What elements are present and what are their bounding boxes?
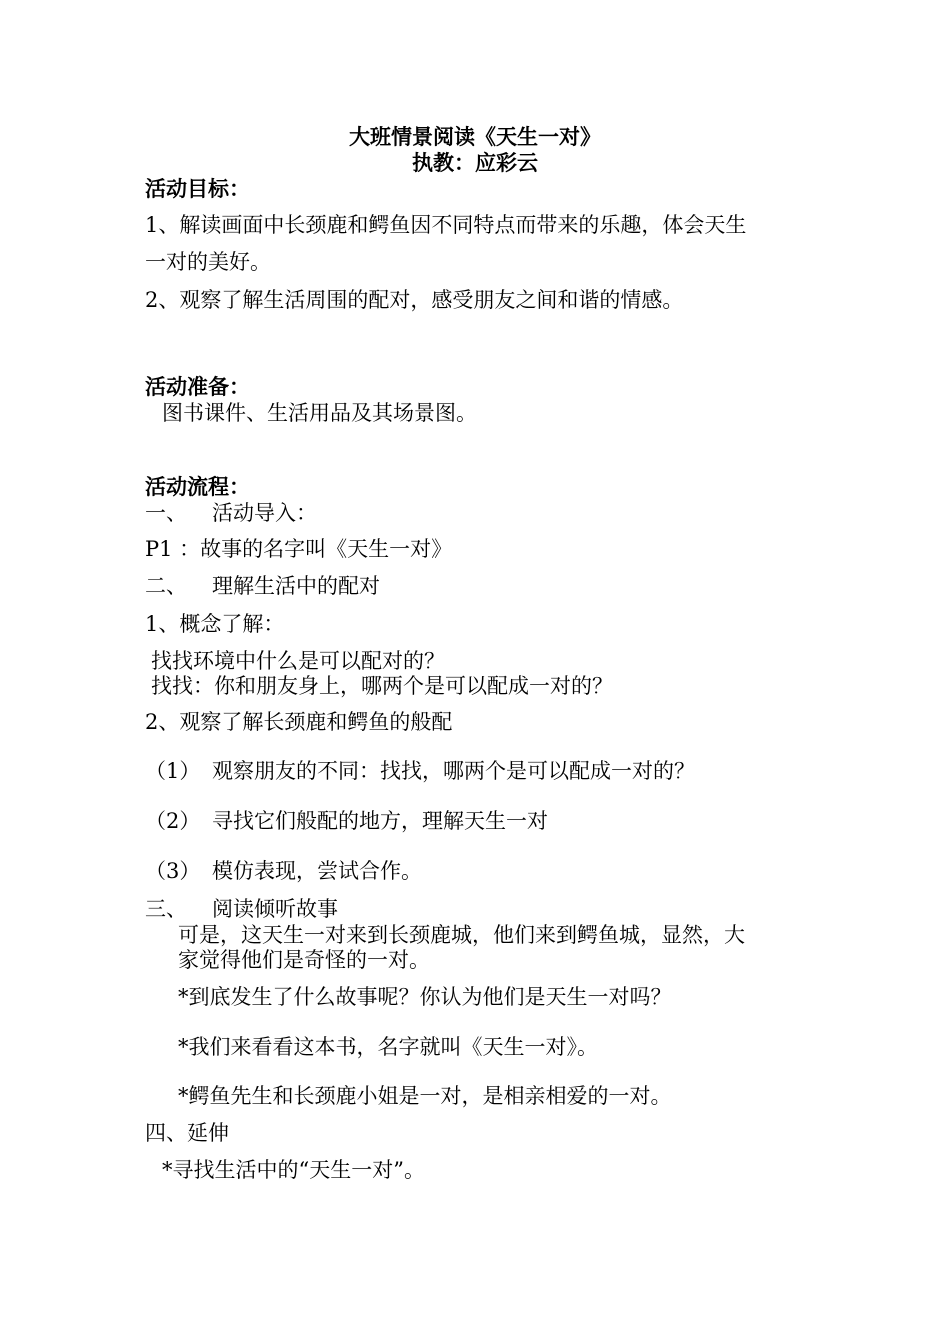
section-4-text: *寻找生活中的“天生一对”。: [162, 1158, 425, 1182]
sub-item-3-num: （3）: [145, 859, 201, 883]
prep-text: 图书课件、生活用品及其场景图。: [162, 401, 477, 425]
section-2-item-1b: 找找：你和朋友身上，哪两个是可以配成一对的？: [151, 674, 613, 698]
section-3-question-3: *鳄鱼先生和长颈鹿小姐是一对，是相亲相爱的一对。: [178, 1084, 672, 1108]
section-1-label: 一、: [145, 501, 187, 525]
goal-item-1-line-1: 1、解读画面中长颈鹿和鳄鱼因不同特点而带来的乐趣，体会天生: [145, 213, 747, 237]
section-2-item-1a: 找找环境中什么是可以配对的？: [151, 649, 445, 673]
sub-item-3-text: 模仿表现，尝试合作。: [212, 859, 422, 883]
section-2-item-2: 2、观察了解长颈鹿和鳄鱼的般配: [145, 710, 453, 734]
process-heading: 活动流程：: [145, 475, 250, 499]
section-2-label: 二、: [145, 574, 187, 598]
teacher-line: 执教：应彩云: [412, 151, 538, 175]
sub-item-2-text: 寻找它们般配的地方，理解天生一对: [212, 809, 548, 833]
section-3-label: 三、: [145, 897, 187, 921]
section-4-title: 四、延伸: [145, 1121, 229, 1145]
section-1-title: 活动导入：: [212, 501, 317, 525]
section-3-text-line-1: 可是，这天生一对来到长颈鹿城，他们来到鳄鱼城，显然，大: [178, 923, 745, 947]
section-3-question-2: *我们来看看这本书，名字就叫《天生一对》。: [178, 1035, 598, 1059]
section-3-question-1: *到底发生了什么故事呢？你认为他们是天生一对吗？: [178, 985, 672, 1009]
section-3-title: 阅读倾听故事: [212, 897, 338, 921]
section-2-title: 理解生活中的配对: [212, 574, 380, 598]
section-3-text-line-2: 家觉得他们是奇怪的一对。: [178, 948, 430, 972]
sub-item-1-num: （1）: [145, 759, 201, 783]
goal-item-2: 2、观察了解生活周围的配对，感受朋友之间和谐的情感。: [145, 288, 684, 312]
section-2-item-1: 1、概念了解：: [145, 612, 285, 636]
goal-item-1-line-2: 一对的美好。: [145, 250, 271, 274]
sub-item-2-num: （2）: [145, 809, 201, 833]
page-title: 大班情景阅读《天生一对》: [349, 125, 601, 149]
prep-heading: 活动准备：: [145, 375, 250, 399]
p1-line: P1 ：故事的名字叫《天生一对》: [145, 537, 453, 561]
goals-heading: 活动目标：: [145, 177, 250, 201]
sub-item-1-text: 观察朋友的不同：找找，哪两个是可以配成一对的？: [212, 759, 695, 783]
